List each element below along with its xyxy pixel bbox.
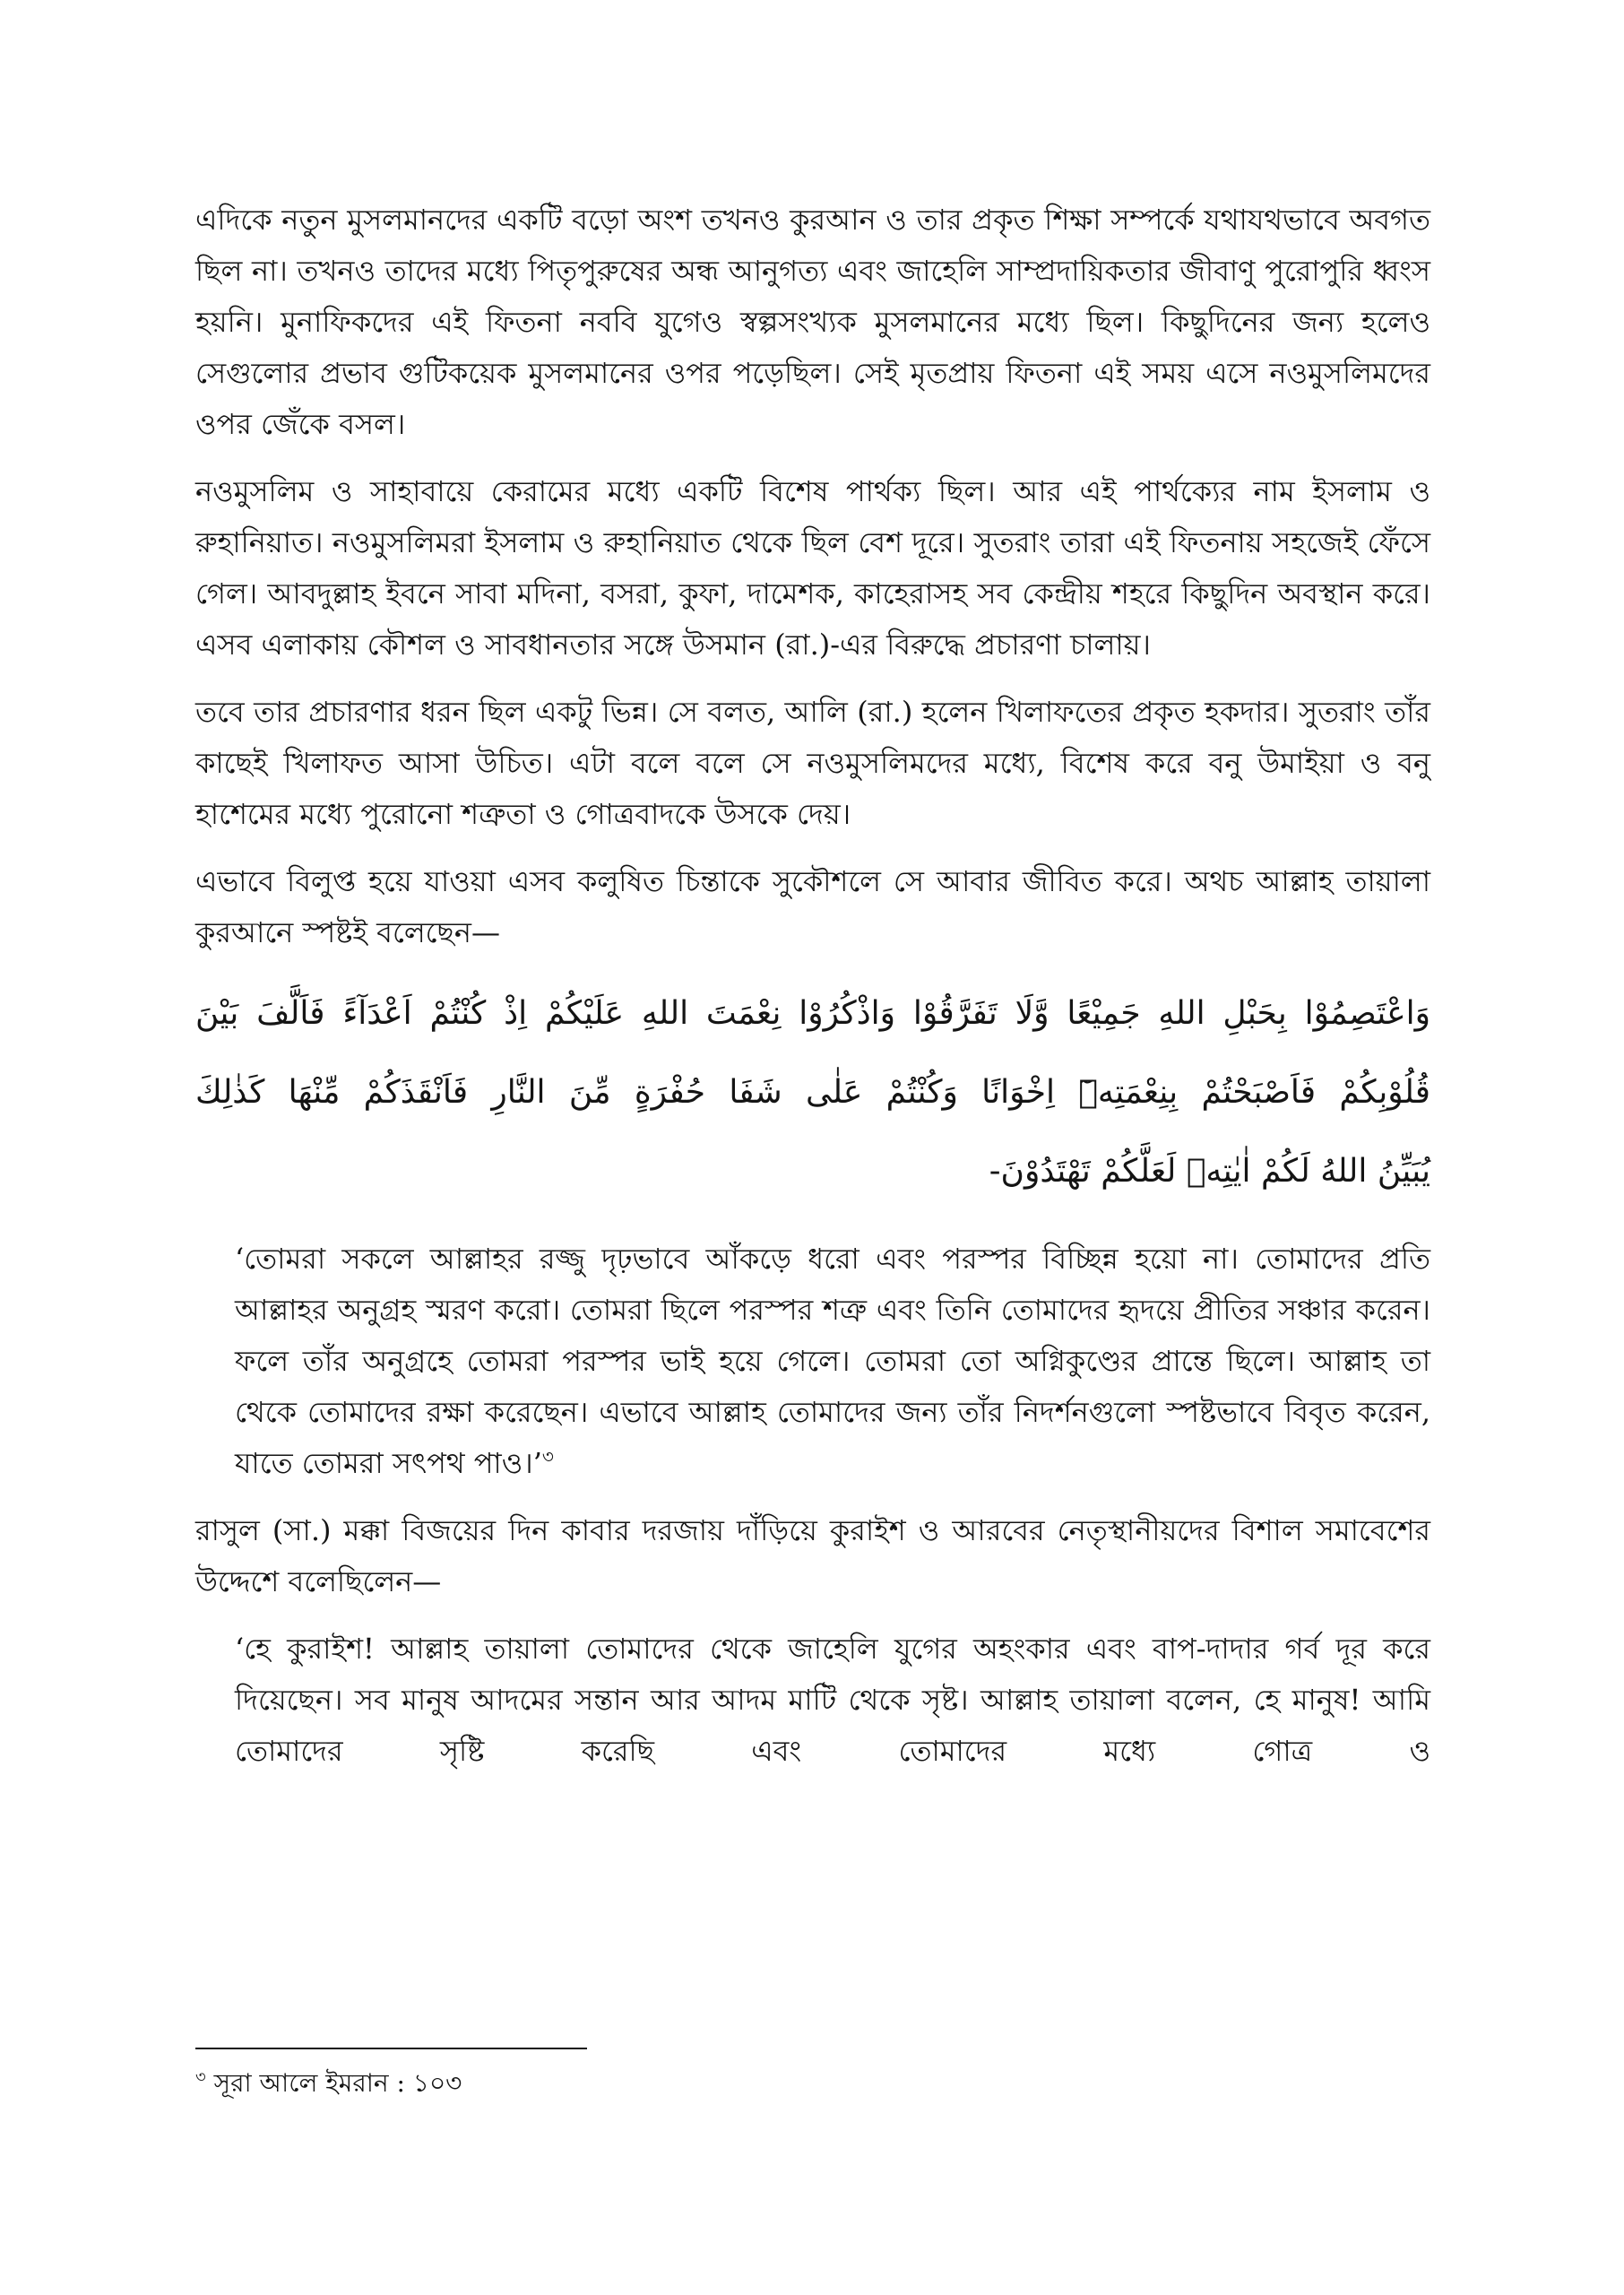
arabic-verse [195, 974, 1430, 1211]
footnote-entry [195, 2064, 1430, 2103]
paragraph-1: এদিকে নতুন মুসলমানদের একটি বড়ো অংশ তখনও কুরআন ও তার প্রকৃত শিক্ষা সম্পর্কে যথাযথভাবে অবগত ছিল না। তখনও তাদের মধ্যে পিতৃপুরুষের অন্ধ আনুগত্য এবং জাহেলি সাম্প্রদায়িকতার জীবাণু পুরোপুরি ধ্বংস হয়নি। মুনাফিকদের এই ফিতনা নববি যুগেও স্বল্পসংখ্যক মুসলমানের মধ্যে ছিল। কিছুদিনের জন্য হলেও সেগুলোর প্রভাব গুটিকয়েক মুসলমানের ওপর পড়েছিল। সেই মৃতপ্রায় ফিতনা এই সময় এসে নওমুসলিমদের ওপর জেঁকে বসল। [195, 203, 1430, 441]
footnote-area [195, 2048, 1430, 2103]
verse-translation-quote [235, 1234, 1430, 1489]
footnote-reference: ৩ [541, 1445, 554, 1468]
arabic-verse-line-2: قُلُوْبِكُمْ فَاَصْبَحْتُمْ بِنِعْمَتِهٖٓ اِخْوَانًا وَكُنْتُمْ عَلٰى شَفَا حُفْرَةٍ مِّنَ النَّارِ فَاَنْقَذَكُمْ مِّنْهَا كَذٰلِكَ [195, 1074, 1430, 1111]
arabic-verse-line-3: يُبَيِّنُ اللهُ لَكُمْ اٰيٰتِهٖ لَعَلَّكُمْ تَهْتَدُوْنَ- [989, 1153, 1430, 1190]
page-body [195, 195, 1430, 1793]
arabic-verse-line-1: وَاعْتَصِمُوْا بِحَبْلِ اللهِ جَمِيْعًا وَّلَا تَفَرَّقُوْا وَاذْكُرُوْا نِعْمَتَ اللهِ عَلَيْكُمْ اِذْ كُنْتُمْ اَعْدَآءً فَاَلَّفَ بَيْنَ [195, 995, 1430, 1032]
paragraph-4: এভাবে বিলুপ্ত হয়ে যাওয়া এসব কলুষিত চিন্তাকে সুকৌশলে সে আবার জীবিত করে। অথচ আল্লাহ তায়ালা কুরআনে স্পষ্টই বলেছেন— [195, 864, 1430, 949]
paragraph-2: নওমুসলিম ও সাহাবায়ে কেরামের মধ্যে একটি বিশেষ পার্থক্য ছিল। আর এই পার্থক্যের নাম ইসলাম ও রুহানিয়াত। নওমুসলিমরা ইসলাম ও রুহানিয়াত থেকে ছিল বেশ দূরে। সুতরাং তারা এই ফিতনায় সহজেই ফেঁসে গেল। আবদুল্লাহ ইবনে সাবা মদিনা, বসরা, কুফা, দামেশক, কাহেরাসহ সব কেন্দ্রীয় শহরে কিছুদিন অবস্থান করে। এসব এলাকায় কৌশল ও সাবধানতার সঙ্গে উসমান (রা.)-এর বিরুদ্ধে প্রচারণা চালায়। [195, 474, 1430, 662]
footnote-marker: ৩ [195, 2067, 206, 2087]
footnote-divider [195, 2048, 587, 2049]
paragraph-3: তবে তার প্রচারণার ধরন ছিল একটু ভিন্ন। সে বলত, আলি (রা.) হলেন খিলাফতের প্রকৃত হকদার। সুতরাং তাঁর কাছেই খিলাফত আসা উচিত। এটা বলে বলে সে নওমুসলিমদের মধ্যে, বিশেষ করে বনু উমাইয়া ও বনু হাশেমের মধ্যে পুরোনো শত্রুতা ও গোত্রবাদকে উসকে দেয়। [195, 695, 1430, 831]
verse-translation-text: ‘তোমরা সকলে আল্লাহর রজ্জু দৃঢ়ভাবে আঁকড়ে ধরো এবং পরস্পর বিচ্ছিন্ন হয়ো না। তোমাদের প্রতি আল্লাহর অনুগ্রহ স্মরণ করো। তোমরা ছিলে পরস্পর শত্রু এবং তিনি তোমাদের হৃদয়ে প্রীতির সঞ্চার করেন। ফলে তাঁর অনুগ্রহে তোমরা পরস্পর ভাই হয়ে গেলে। তোমরা তো অগ্নিকুণ্ডের প্রান্তে ছিলে। আল্লাহ তা থেকে তোমাদের রক্ষা করেছেন। এভাবে আল্লাহ তোমাদের জন্য তাঁর নিদর্শনগুলো স্পষ্টভাবে বিবৃত করেন, যাতে তোমরা সৎপথ পাও।’ [235, 1242, 1430, 1480]
paragraph-5: রাসুল (সা.) মক্কা বিজয়ের দিন কাবার দরজায় দাঁড়িয়ে কুরাইশ ও আরবের নেতৃস্থানীয়দের বিশাল সমাবেশের উদ্দেশে বলেছিলেন— [195, 1513, 1430, 1598]
speech-quote: ‘হে কুরাইশ! আল্লাহ তায়ালা তোমাদের থেকে জাহেলি যুগের অহংকার এবং বাপ-দাদার গর্ব দূর করে দিয়েছেন। সব মানুষ আদমের সন্তান আর আদম মাটি থেকে সৃষ্ট। আল্লাহ তায়ালা বলেন, হে মানুষ! আমি তোমাদের সৃষ্টি করেছি এবং তোমাদের মধ্যে গোত্র ও [235, 1632, 1430, 1768]
footnote-text: সূরা আলে ইমরান : ১০৩ [213, 2068, 462, 2098]
